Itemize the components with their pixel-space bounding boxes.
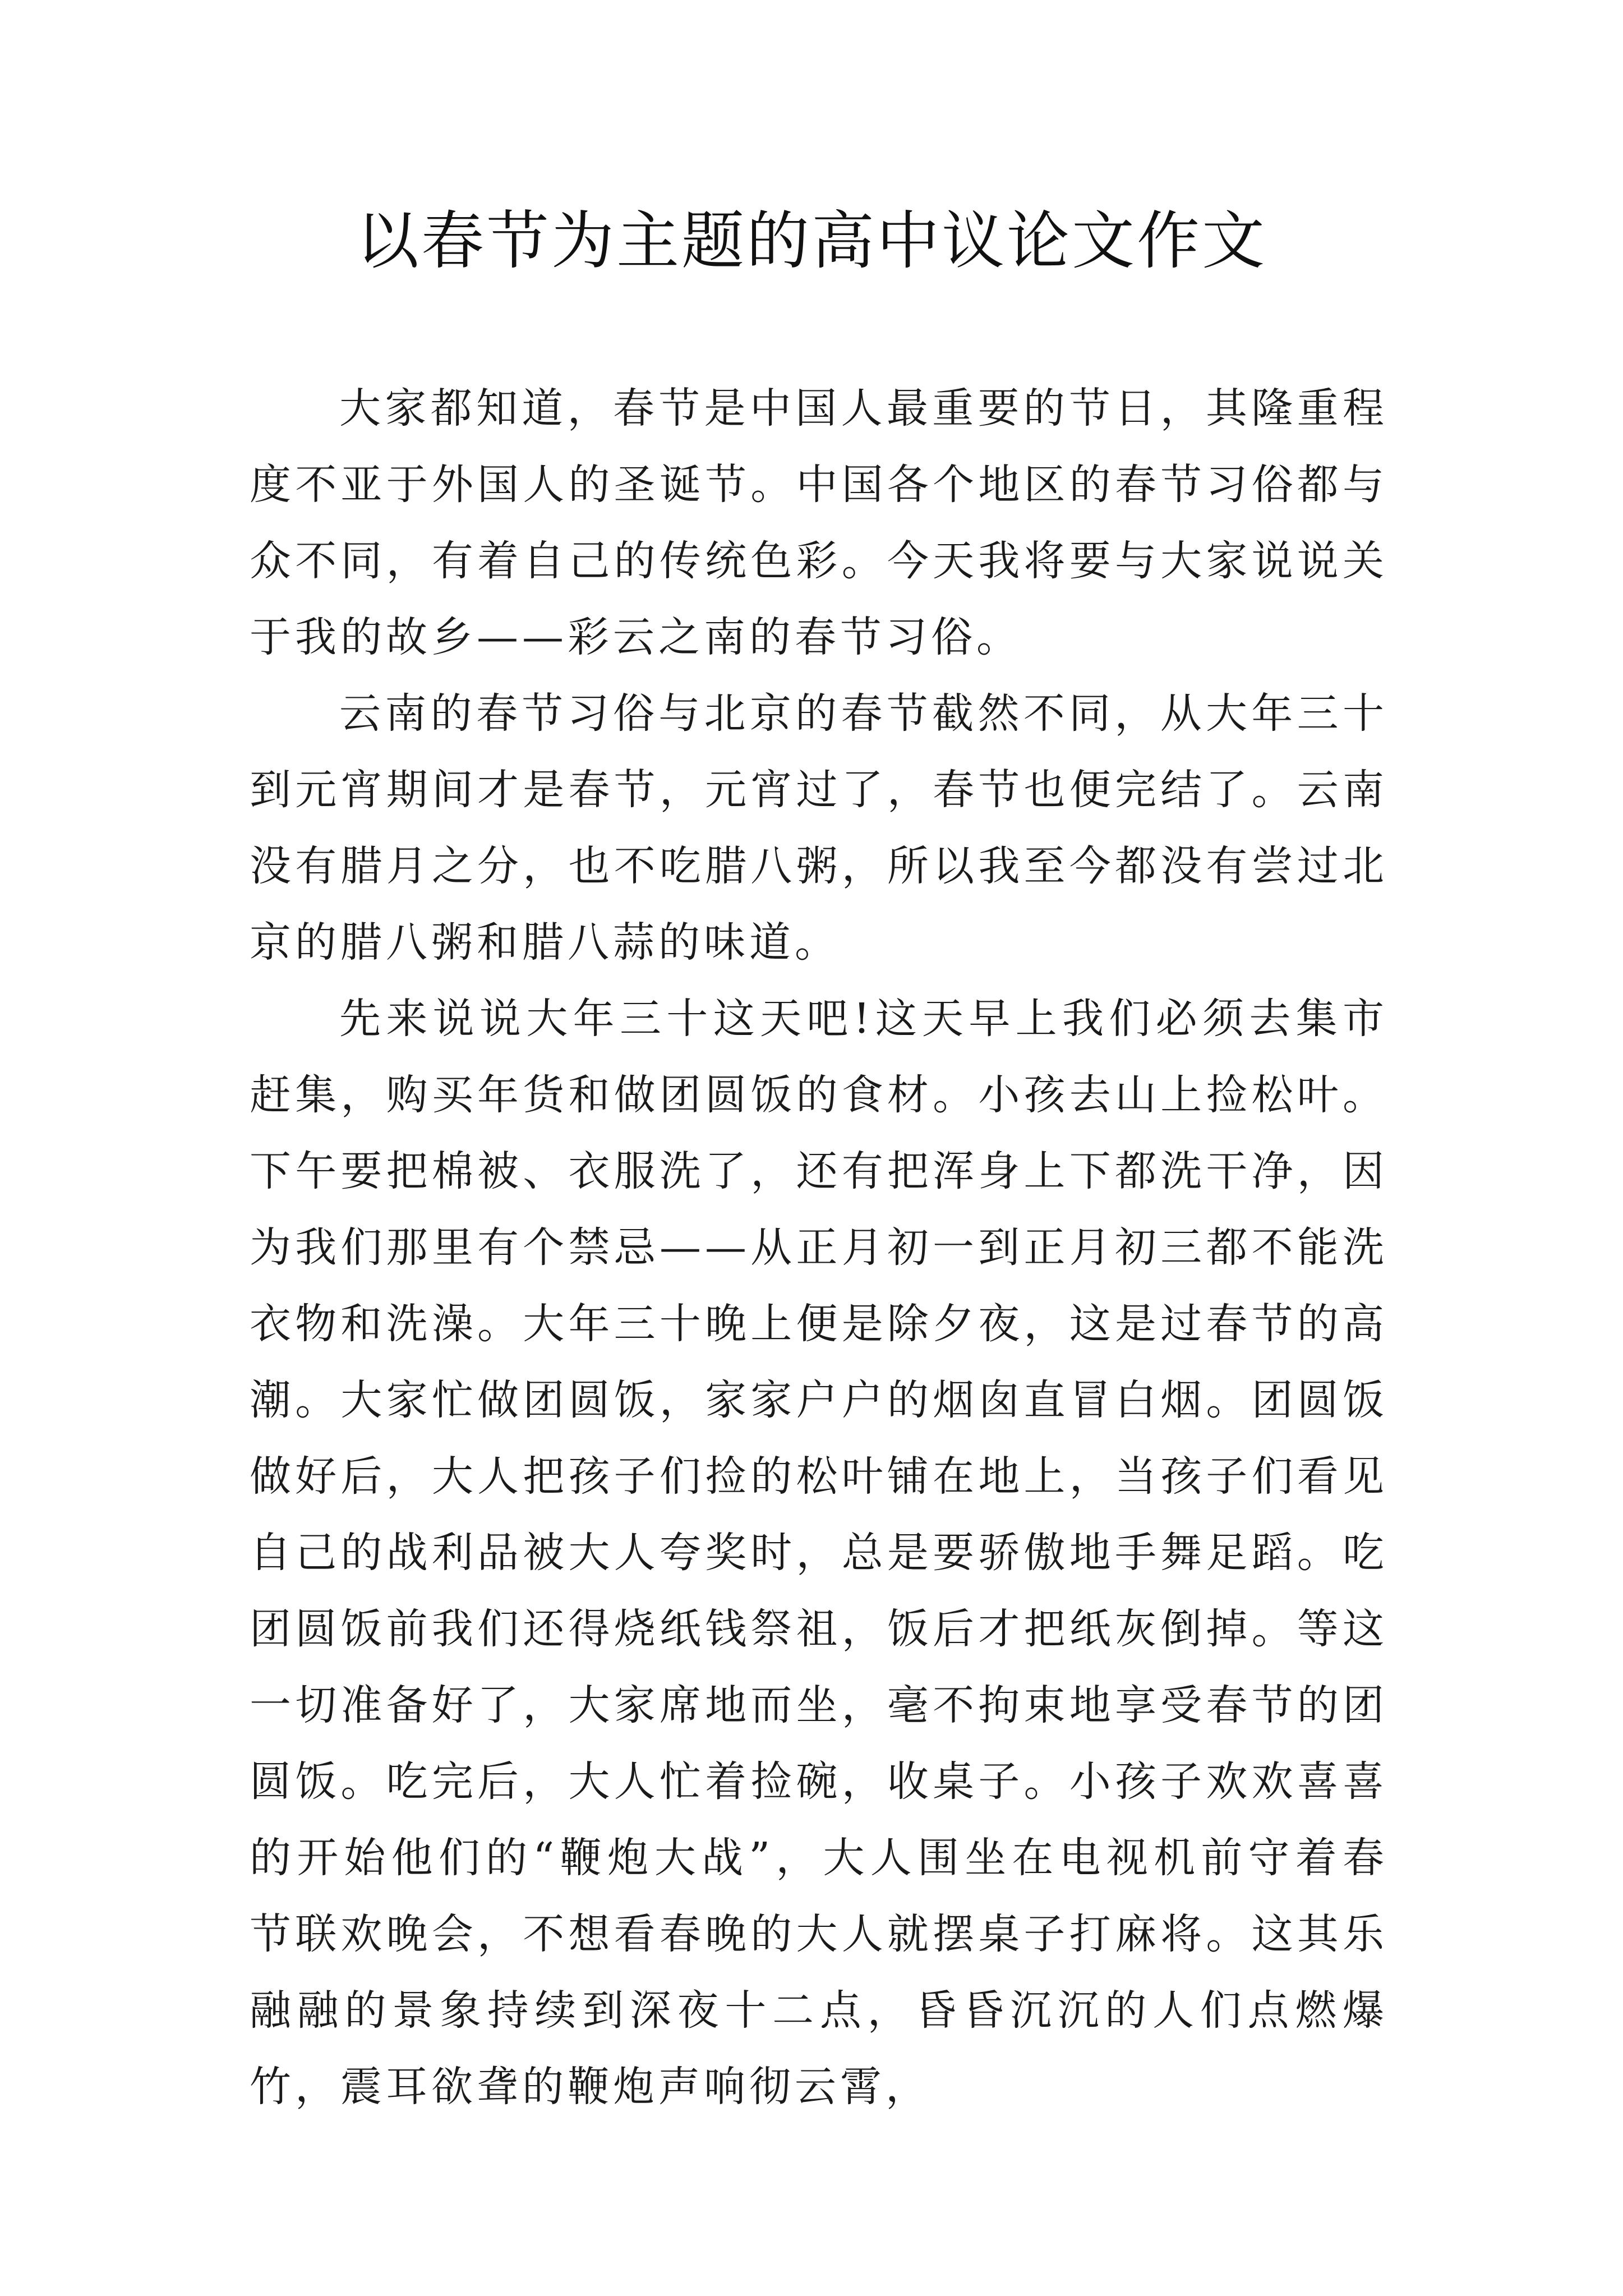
paragraph-2: 云南的春节习俗与北京的春节截然不同，从大年三十到元宵期间才是春节，元宵过了，春节也便完结了。云南没有腊月之分，也不吃腊八粥，所以我至今都没有尝过北京的腊八粥和腊八蒜的味道。 [250, 689, 1388, 967]
document-title: 以春节为主题的高中议论文作文 [356, 205, 1267, 278]
document-body [250, 370, 1388, 2125]
paragraph-3: 先来说说大年三十这天吧!这天早上我们必须去集市赶集，购买年货和做团圆饭的食材。小孩去山上捡松叶。下午要把棉被、衣服洗了，还有把浑身上下都洗干净，因为我们那里有个禁忌——从正月初一到正月初三都不能洗衣物和洗澡。大年三十晚上便是除夕夜，这是过春节的高潮。大家忙做团圆饭，家家户户的烟囱直冒白烟。团圆饭做好后，大人把孩子们捡的松叶铺在地上，当孩子们看见自己的战利品被大人夸奖时，总是要骄傲地手舞足蹈。吃团圆饭前我们还得烧纸钱祭祖，饭后才把纸灰倒掉。等这一切准备好了，大家席地而坐，毫不拘束地享受春节的团圆饭。吃完后，大人忙着捡碗，收桌子。小孩子欢欢喜喜的开始他们的“鞭炮大战”，大人围坐在电视机前守着春节联欢晚会，不想看春晚的大人就摆桌子打麻将。这其乐融融的景象持续到深夜十二点，昏昏沉沉的人们点燃爆竹，震耳欲聋的鞭炮声响彻云霄， [250, 995, 1388, 2111]
paragraph-1: 大家都知道，春节是中国人最重要的节日，其隆重程度不亚于外国人的圣诞节。中国各个地区的春节习俗都与众不同，有着自己的传统色彩。今天我将要与大家说说关于我的故乡——彩云之南的春节习俗。 [250, 384, 1388, 661]
